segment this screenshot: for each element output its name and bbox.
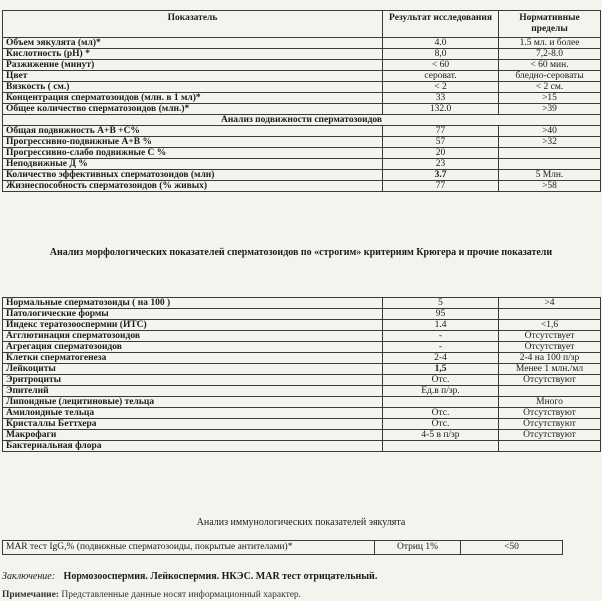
morphology-section-title: Анализ морфологических показателей сперматозоидов по «строгим» критериям Крюгера и прочие показатели <box>49 247 553 258</box>
row-norm: >39 <box>499 104 601 115</box>
table-row <box>3 342 601 353</box>
row-name: Агглютинация сперматозоидов <box>3 331 383 342</box>
table-row <box>3 148 601 159</box>
row-name: Количество эффективных сперматозоидов (млн) <box>3 170 383 181</box>
row-norm: Много <box>499 397 601 408</box>
table-row <box>3 104 601 115</box>
table-row <box>3 126 601 137</box>
header-result: Результат исследования <box>383 11 499 38</box>
row-norm: Отсутствует <box>499 342 601 353</box>
row-name: Эпителий <box>3 386 383 397</box>
table-row <box>3 71 601 82</box>
row-norm: < 60 мин. <box>499 60 601 71</box>
note-label: Примечание: <box>2 590 60 600</box>
row-result: 4-5 в п/зр <box>383 430 499 441</box>
row-name: Липоидные (лецитиновые) тельца <box>3 397 383 408</box>
table-header-row <box>3 11 601 38</box>
row-name: Индекс тератозооспермии (ИТС) <box>3 320 383 331</box>
row-name: Разжижение (минут) <box>3 60 383 71</box>
table-row <box>3 170 601 181</box>
table-row <box>3 364 601 375</box>
row-result: - <box>383 331 499 342</box>
row-norm: >15 <box>499 93 601 104</box>
row-norm: >4 <box>499 298 601 309</box>
row-name: Неподвижные Д % <box>3 159 383 170</box>
row-name: Кислотность (pH) * <box>3 49 383 60</box>
row-norm: 5 Млн. <box>499 170 601 181</box>
row-name: Вязкость ( см.) <box>3 82 383 93</box>
row-name: Клетки сперматогенеза <box>3 353 383 364</box>
row-norm <box>499 386 601 397</box>
row-name: Жизнеспособность сперматозоидов (% живых) <box>3 181 383 192</box>
row-norm: 7,2-8.0 <box>499 49 601 60</box>
header-indicator: Показатель <box>3 11 383 38</box>
row-name: Концентрация сперматозоидов (млн. в 1 мл)* <box>3 93 383 104</box>
conclusion <box>2 570 377 583</box>
row-result: 3.7 <box>383 170 499 181</box>
row-name: Эритроциты <box>3 375 383 386</box>
row-name: Бактериальная флора <box>3 441 383 452</box>
row-result <box>383 397 499 408</box>
table-row <box>3 353 601 364</box>
table-row <box>3 541 563 555</box>
row-name: Общее количество сперматозоидов (млн.)* <box>3 104 383 115</box>
note-text: Представленные данные носят информационный характер. <box>61 590 302 600</box>
row-result: 20 <box>383 148 499 159</box>
row-norm <box>499 309 601 320</box>
table-row <box>3 309 601 320</box>
row-result: - <box>383 342 499 353</box>
row-result: < 60 <box>383 60 499 71</box>
table-row <box>3 60 601 71</box>
conclusion-label: Заключение: <box>2 571 56 582</box>
table-row <box>3 49 601 60</box>
table-row <box>3 38 601 49</box>
row-norm: Отсутствуют <box>499 408 601 419</box>
row-norm: бледно-сероваты <box>499 71 601 82</box>
row-name: Общая подвижность А+В +С% <box>3 126 383 137</box>
header-norm: Нормативные пределы <box>499 11 601 38</box>
row-norm <box>499 148 601 159</box>
row-result: Ед.в п/зр. <box>383 386 499 397</box>
motility-section-title: Анализ подвижности сперматозоидов <box>3 115 601 126</box>
row-norm: >40 <box>499 126 601 137</box>
row-name: Кристаллы Беттхера <box>3 419 383 430</box>
row-result: 23 <box>383 159 499 170</box>
table-row <box>3 441 601 452</box>
table-row <box>3 82 601 93</box>
row-name: MAR тест IgG,% (подвижные сперматозоиды, покрытые антителами)* <box>3 541 375 555</box>
note <box>2 590 600 601</box>
row-result: 95 <box>383 309 499 320</box>
table-row <box>3 159 601 170</box>
row-result: Отс. <box>383 375 499 386</box>
semen-analysis-table <box>2 10 601 192</box>
row-result: 132.0 <box>383 104 499 115</box>
row-result <box>383 441 499 452</box>
row-name: Агрегация сперматозоидов <box>3 342 383 353</box>
conclusion-text: Нормозооспермия. Лейкоспермия. НКЭС. MAR тест отрицательный. <box>63 571 378 582</box>
table-row <box>3 430 601 441</box>
row-result: 2-4 <box>383 353 499 364</box>
table-row <box>3 408 601 419</box>
row-norm: 1.5 мл. и более <box>499 38 601 49</box>
row-name: Лейкоциты <box>3 364 383 375</box>
table-row <box>3 137 601 148</box>
table-row <box>3 419 601 430</box>
table-row <box>3 298 601 309</box>
row-norm: < 2 см. <box>499 82 601 93</box>
table-row <box>3 386 601 397</box>
row-norm: Менее 1 млн./мл <box>499 364 601 375</box>
row-norm: <50 <box>461 541 563 555</box>
table-row <box>3 181 601 192</box>
row-norm: Отсутствуют <box>499 375 601 386</box>
row-result: 1,5 <box>383 364 499 375</box>
table-row <box>3 331 601 342</box>
row-norm: <1,6 <box>499 320 601 331</box>
row-result: 77 <box>383 126 499 137</box>
row-result: 33 <box>383 93 499 104</box>
row-name: Прогрессивно-слабо подвижные С % <box>3 148 383 159</box>
table-row <box>3 93 601 104</box>
immunology-section-title: Анализ иммунологических показателей эякулята <box>196 517 406 528</box>
row-result: 8,0 <box>383 49 499 60</box>
row-result: Отс. <box>383 419 499 430</box>
row-name: Цвет <box>3 71 383 82</box>
row-result: сероват. <box>383 71 499 82</box>
row-result: 5 <box>383 298 499 309</box>
row-result: Отс. <box>383 408 499 419</box>
section-row <box>3 115 601 126</box>
row-norm: Отсутствуют <box>499 419 601 430</box>
row-name: Прогрессивно-подвижные А+В % <box>3 137 383 148</box>
row-norm <box>499 441 601 452</box>
row-result: 57 <box>383 137 499 148</box>
table-row <box>3 397 601 408</box>
row-norm: Отсутствует <box>499 331 601 342</box>
row-norm: 2-4 на 100 п/зр <box>499 353 601 364</box>
row-name: Макрофаги <box>3 430 383 441</box>
row-name: Амилоидные тельца <box>3 408 383 419</box>
row-result: 4.0 <box>383 38 499 49</box>
row-norm <box>499 159 601 170</box>
row-norm: >32 <box>499 137 601 148</box>
table-row <box>3 320 601 331</box>
row-norm: >58 <box>499 181 601 192</box>
immunology-table <box>2 540 563 555</box>
row-result: 77 <box>383 181 499 192</box>
row-name: Нормальные сперматозоиды ( на 100 ) <box>3 298 383 309</box>
row-result: < 2 <box>383 82 499 93</box>
row-result: 1.4 <box>383 320 499 331</box>
row-name: Объем эякулята (мл)* <box>3 38 383 49</box>
table-row <box>3 375 601 386</box>
morphology-table <box>2 297 601 452</box>
row-name: Патологические формы <box>3 309 383 320</box>
row-norm: Отсутствуют <box>499 430 601 441</box>
row-result: Отриц 1% <box>375 541 461 555</box>
